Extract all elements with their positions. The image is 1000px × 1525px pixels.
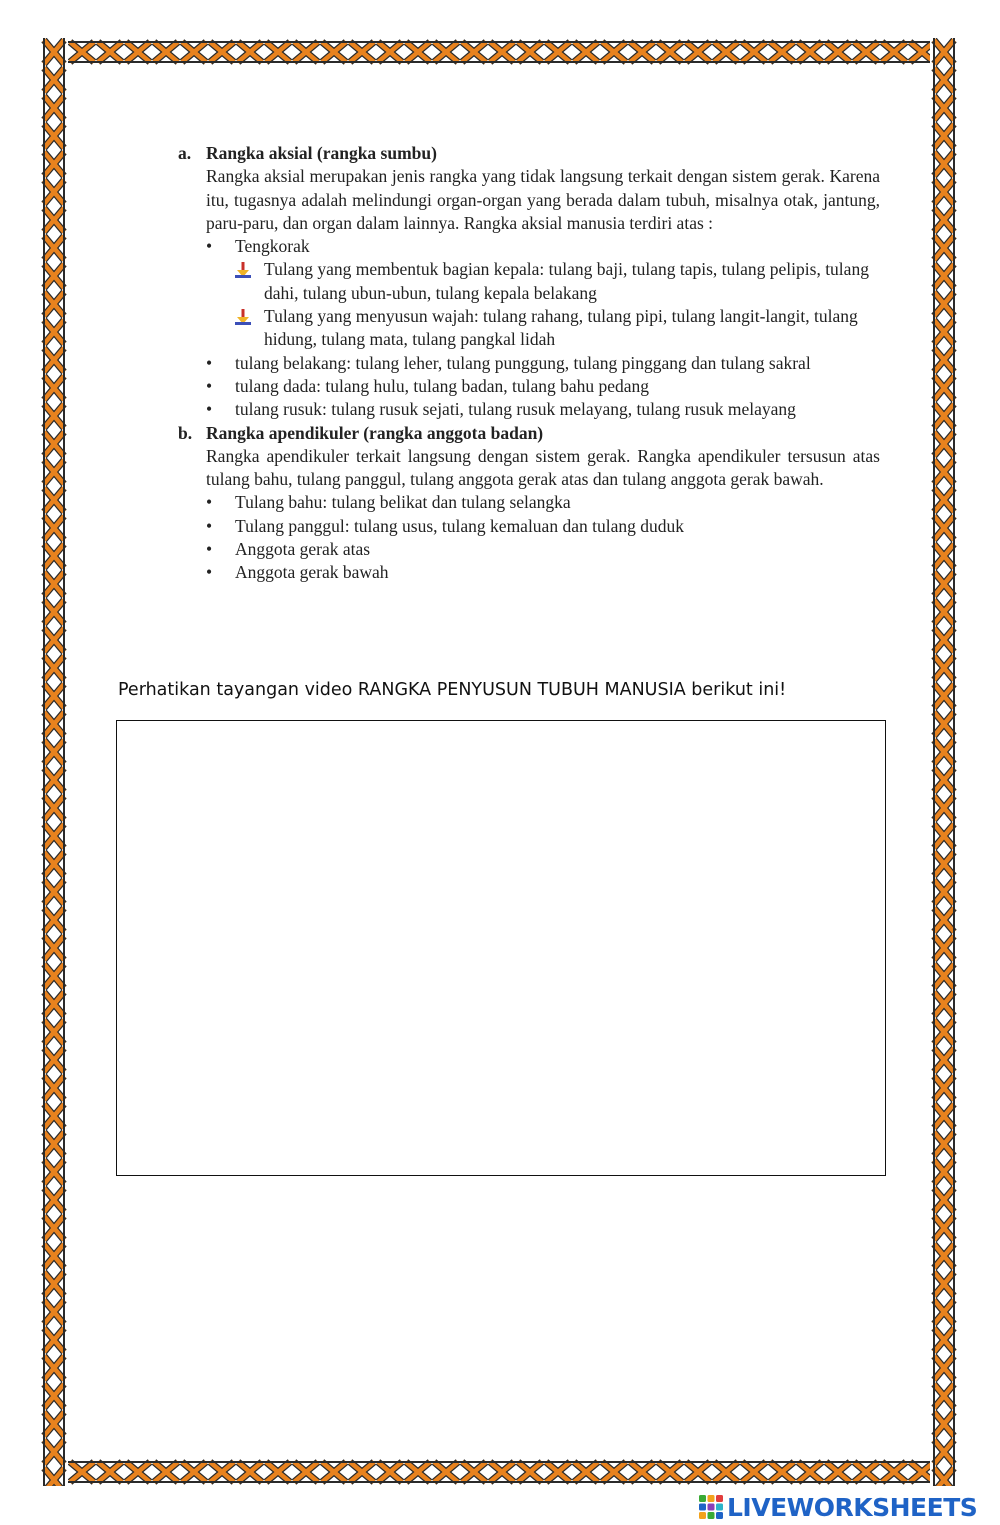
decorative-border-right — [930, 38, 958, 1486]
section-b-paragraph: Rangka apendikuler terkait langsung dengan sistem gerak. Rangka apendikuler tersusun atas tulang bahu, tulang panggul, tulang anggota gerak atas dan tulang anggota gerak bawah. — [206, 445, 880, 490]
sublist-item-text: Tulang yang membentuk bagian kepala: tulang baji, tulang tapis, tulang pelipis, tulang dahi, tulang ubun-ubun, tulang kepala belakang — [264, 259, 869, 303]
list-item — [176, 561, 880, 584]
list-item — [176, 352, 880, 375]
arrow-down-bullet-icon — [235, 309, 251, 325]
liveworksheets-logo-icon — [698, 1494, 724, 1520]
arrow-down-bullet-icon — [235, 262, 251, 278]
section-a-list — [176, 235, 880, 421]
section-a-heading — [176, 142, 880, 165]
bullet-icon: • — [206, 539, 213, 560]
bullet-icon: • — [206, 375, 213, 396]
sublist-item — [235, 305, 880, 352]
bullet-icon: • — [206, 399, 213, 420]
liveworksheets-wordmark: LIVEWORKSHEETS — [727, 1492, 978, 1522]
section-b-marker: b. — [178, 422, 193, 443]
sublist — [235, 258, 880, 351]
list-item — [176, 491, 880, 514]
list-item-text: Tengkorak — [235, 236, 310, 257]
list-item — [176, 538, 880, 561]
list-item — [176, 398, 880, 421]
video-player-frame[interactable] — [116, 720, 886, 1176]
list-item-text: Anggota gerak bawah — [235, 562, 389, 583]
bullet-icon: • — [206, 562, 213, 583]
bullet-icon: • — [206, 492, 213, 513]
section-b-heading — [176, 422, 880, 445]
section-a-title: Rangka aksial (rangka sumbu) — [206, 143, 437, 163]
list-item-text: tulang rusuk: tulang rusuk sejati, tulang rusuk melayang, tulang rusuk melayang — [235, 399, 796, 420]
list-item-text: Tulang panggul: tulang usus, tulang kemaluan dan tulang duduk — [235, 515, 684, 536]
list-item-text: Anggota gerak atas — [235, 539, 371, 560]
section-a-marker: a. — [178, 143, 192, 163]
list-item — [176, 515, 880, 538]
bullet-icon: • — [206, 352, 213, 373]
list-item — [176, 375, 880, 398]
bullet-icon: • — [206, 236, 213, 257]
list-item-text: Tulang bahu: tulang belikat dan tulang selangka — [235, 492, 571, 513]
decorative-border-left — [40, 38, 68, 1486]
sublist-item-text: Tulang yang menyusun wajah: tulang rahang, tulang pipi, tulang langit-langit, tulang hidung, tulang mata, tulang pangkal lidah — [264, 306, 858, 350]
document-content — [176, 142, 880, 585]
list-item-text: tulang belakang: tulang leher, tulang punggung, tulang pinggang dan tulang sakral — [235, 352, 811, 373]
section-a-paragraph: Rangka aksial merupakan jenis rangka yang tidak langsung terkait dengan sistem gerak. Karena itu, tugasnya adalah melindungi organ-organ yang berada dalam tubuh, misalnya otak, jantung, paru-paru, dan organ dalam lainnya. Rangka aksial manusia terdiri atas : — [206, 166, 880, 233]
bullet-icon: • — [206, 515, 213, 536]
list-item-text: tulang dada: tulang hulu, tulang badan, tulang bahu pedang — [235, 375, 650, 396]
list-item — [176, 235, 880, 351]
liveworksheets-branding[interactable] — [698, 1492, 977, 1522]
sublist-item — [235, 258, 880, 305]
decorative-border-bottom — [40, 1458, 958, 1486]
section-b-list — [176, 491, 880, 584]
video-instruction: Perhatikan tayangan video RANGKA PENYUSUN TUBUH MANUSIA berikut ini! — [118, 680, 787, 700]
section-b-title: Rangka apendikuler (rangka anggota badan) — [206, 422, 544, 443]
decorative-border-top — [40, 38, 958, 66]
